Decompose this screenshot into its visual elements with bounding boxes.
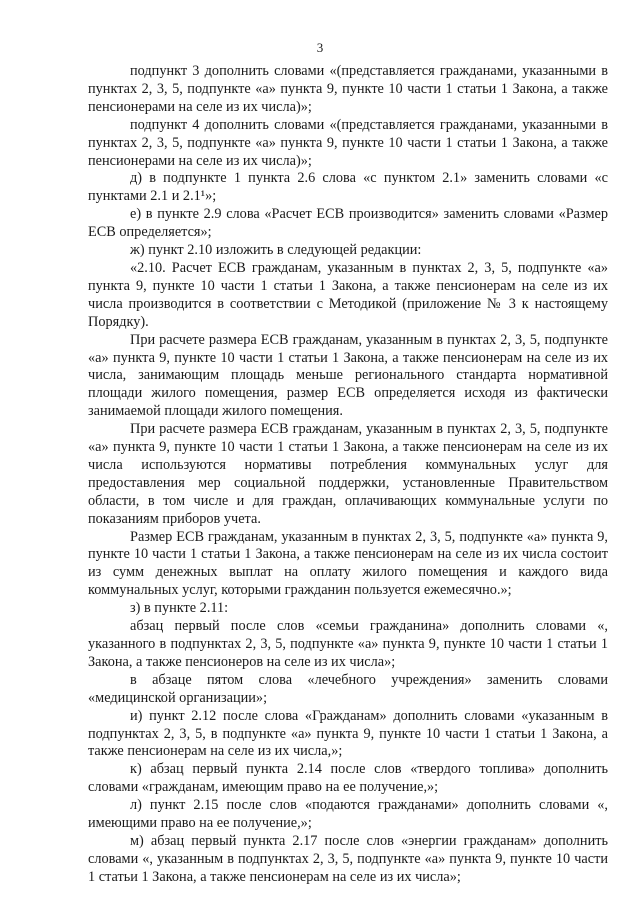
paragraph-2-10: «2.10. Расчет ЕСВ гражданам, указанным в пунктах 2, 3, 5, подпункте «а» пункта 9, пункте 10 части 1 статьи 1 Закона, а также пенсионерам на селе из их числа производится в соответствии с Методикой (приложение № 3 к настоящему Порядку). xyxy=(88,259,608,330)
paragraph-subitem-3: подпункт 3 дополнить словами «(представляется гражданами, указанными в пунктах 2, 3, 5, подпункте «а» пункта 9, пункте 10 части 1 статьи 1 Закона, а также пенсионерами на селе из их числа)»; xyxy=(88,63,608,115)
paragraph-d: д) в подпункте 1 пункта 2.6 слова «с пунктом 2.1» заменить словами «с пунктами 2.1 и 2.1¹»; xyxy=(88,170,608,205)
paragraph-first-abzac: абзац первый после слов «семьи гражданина» дополнить словами «, указанного в подпунктах 2, 3, 5, подпункте «а» пункта 9, пункте 10 части 1 статьи 1 Закона, а также пенсионеров на селе из их числа»; xyxy=(88,618,608,670)
paragraph-k: к) абзац первый пункта 2.14 после слов «твердого топлива» дополнить словами «гражданам, имеющим право на ее получение,»; xyxy=(88,761,608,796)
paragraph-l: л) пункт 2.15 после слов «подаются гражданами» дополнить словами «, имеющими право на ее получение,»; xyxy=(88,797,608,832)
paragraph-e: е) в пункте 2.9 слова «Расчет ЕСВ производится» заменить словами «Размер ЕСВ определяется»; xyxy=(88,206,608,241)
paragraph-i: и) пункт 2.12 после слова «Гражданам» дополнить словами «указанным в подпунктах 2, 3, 5, в подпункте «а» пункта 9, пункте 10 части 1 статьи 1 Закона, а также пенсионерам на селе из их числа,»; xyxy=(88,707,608,760)
page-number: 3 xyxy=(316,40,324,55)
paragraph-fifth-abzac: в абзаце пятом слова «лечебного учреждения» заменить словами «медицинской организации»; xyxy=(88,671,608,706)
paragraph-m: м) абзац первый пункта 2.17 после слов «энергии гражданам» дополнить словами «, указанным в подпунктах 2, 3, 5, подпункте «а» пункта 9, пункте 10 части 1 статьи 1 Закона, а также пенсионерам на селе из их числа»; xyxy=(88,832,608,885)
paragraph-z: з) в пункте 2.11: xyxy=(130,600,229,617)
paragraph-zh: ж) пункт 2.10 изложить в следующей редакции: xyxy=(130,242,422,259)
paragraph-norms-calc: При расчете размера ЕСВ гражданам, указанным в пунктах 2, 3, 5, подпункте «а» пункта 9, пункте 10 части 1 статьи 1 Закона, а также пенсионерам на селе из их числа используются нормативы потребления коммунальных услуг для предоставления мер социальной поддержки, установленные Правительством области, в том числе и для граждан, оплачивающих коммунальные услуги по показаниям приборов учета. xyxy=(88,421,608,527)
document-body xyxy=(88,63,608,887)
paragraph-subitem-4: подпункт 4 дополнить словами «(представляется гражданами, указанными в пунктах 2, 3, 5, подпункте «а» пункта 9, пункте 10 части 1 статьи 1 Закона, а также пенсионерами на селе из их числа)»; xyxy=(88,116,608,169)
paragraph-area-calc: При расчете размера ЕСВ гражданам, указанным в пунктах 2, 3, 5, подпункте «а» пункта 9, пункте 10 части 1 статьи 1 Закона, а также пенсионерам на селе из их числа, занимающим площадь меньше регионального стандарта нормативной площади жилого помещения, размер ЕСВ определяется исходя из фактически занимаемой площади жилого помещения. xyxy=(88,331,608,420)
paragraph-esv-size: Размер ЕСВ гражданам, указанным в пунктах 2, 3, 5, подпункте «а» пункта 9, пункте 10 части 1 статьи 1 Закона, а также пенсионерам на селе из их числа состоит из сумм денежных выплат на оплату жилого помещения и каждого вида коммунальных услуг, которыми гражданин пользуется ежемесячно.»; xyxy=(88,528,608,599)
